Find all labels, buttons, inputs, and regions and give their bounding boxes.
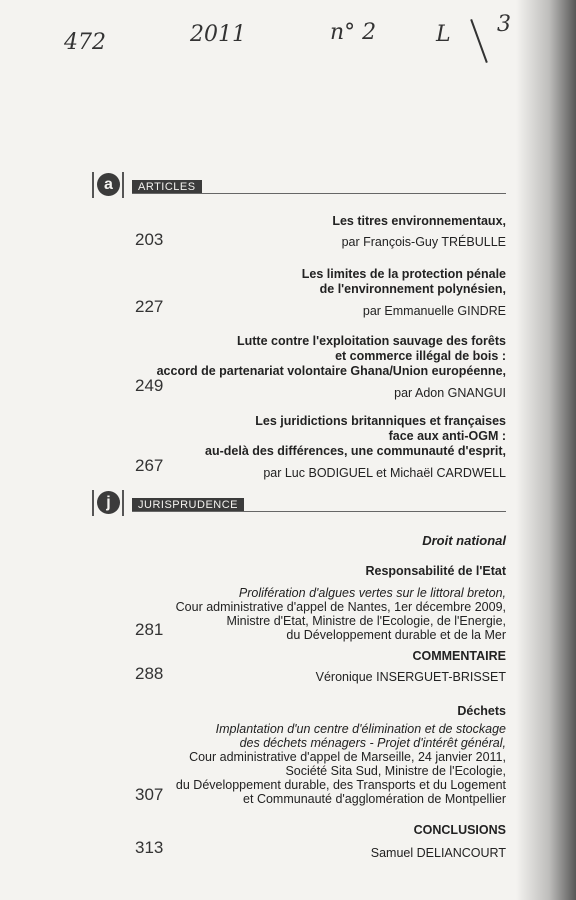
- articles-section-header: [92, 172, 506, 196]
- article-author: par François-Guy TRÉBULLE: [341, 235, 506, 249]
- article-title: Les titres environnementaux,: [332, 214, 506, 228]
- toc-entry: [130, 214, 506, 250]
- case-title: Implantation d'un centre d'élimination et de stockage: [215, 722, 506, 736]
- conclusions-label: CONCLUSIONS: [413, 823, 506, 837]
- commentary-author: Véronique INSERGUET-BRISSET: [315, 670, 506, 684]
- case-title: Prolifération d'algues vertes sur le littoral breton,: [238, 586, 506, 600]
- case-reference: Implantation d'un centre d'élimination et de stockage des déchets ménagers - Projet d'intérêt général, Cour administrative d'appel de Marseille, 24 janvier 2011, Société Sita Sud, Ministre de l'Ecologie, du Développement durable, des Transports et du Logement et Communauté d'agglomération de Montpellier: [130, 722, 506, 806]
- case-reference: Prolifération d'algues vertes sur le littoral breton, Cour administrative d'appel de Nantes, 1er décembre 2009, Ministre d'Etat, Ministre de l'Ecologie, de l'Energie, du Développement durable et de la Mer: [130, 586, 506, 642]
- article-title: Lutte contre l'exploitation sauvage des forêts et commerce illégal de bois : accord de partenariat volontaire Ghana/Union européenne,: [156, 334, 506, 378]
- handwritten-number: 472: [64, 30, 106, 55]
- commentary-label: COMMENTAIRE: [412, 649, 506, 663]
- jurisprudence-rule: [132, 511, 506, 512]
- toc-entry: [130, 267, 506, 319]
- topic-heading: Responsabilité de l'Etat: [365, 564, 506, 578]
- toc-entry: [130, 414, 506, 481]
- handwritten-slash: [470, 19, 488, 63]
- articles-label: ARTICLES: [132, 180, 202, 194]
- page-number: 313: [135, 838, 164, 857]
- handwritten-issue: n° 2: [330, 20, 377, 45]
- jurisprudence-section-header: [92, 490, 506, 514]
- handwritten-notes: [0, 12, 576, 68]
- conclusions-entry: [130, 838, 506, 861]
- article-author: par Emmanuelle GINDRE: [362, 304, 506, 318]
- page-number: 288: [135, 664, 164, 683]
- page-number: 249: [135, 376, 164, 395]
- jurisprudence-label: JURISPRUDENCE: [132, 498, 244, 512]
- articles-badge-letter: a: [97, 173, 120, 196]
- articles-badge: [92, 172, 124, 198]
- page-number: 203: [135, 230, 164, 249]
- case-entry: [130, 586, 506, 642]
- article-author: par Luc BODIGUEL et Michaël CARDWELL: [263, 466, 506, 480]
- page-edge-shadow: [516, 0, 576, 900]
- case-entry: [130, 722, 506, 806]
- handwritten-year: 2011: [190, 22, 246, 47]
- toc-entry: [130, 334, 506, 401]
- article-title: Les limites de la protection pénale de l'environnement polynésien,: [301, 267, 506, 296]
- page-number: 307: [135, 785, 164, 804]
- conclusions-author: Samuel DELIANCOURT: [370, 846, 506, 860]
- article-author: par Adon GNANGUI: [394, 386, 506, 400]
- subsection-title: Droit national: [422, 533, 506, 548]
- articles-rule: [132, 193, 506, 194]
- handwritten-digit: 3: [497, 12, 511, 37]
- article-title: Les juridictions britanniques et françaises face aux anti-OGM : au-delà des différences, une communauté d'esprit,: [205, 414, 506, 458]
- jurisprudence-badge: [92, 490, 124, 516]
- handwritten-letter: L: [436, 22, 451, 47]
- page-number: 227: [135, 297, 164, 316]
- page-number: 267: [135, 456, 164, 475]
- topic-heading: Déchets: [457, 704, 506, 718]
- commentary-entry: [130, 664, 506, 685]
- page-number: 281: [135, 620, 164, 639]
- jurisprudence-badge-letter: j: [97, 491, 120, 514]
